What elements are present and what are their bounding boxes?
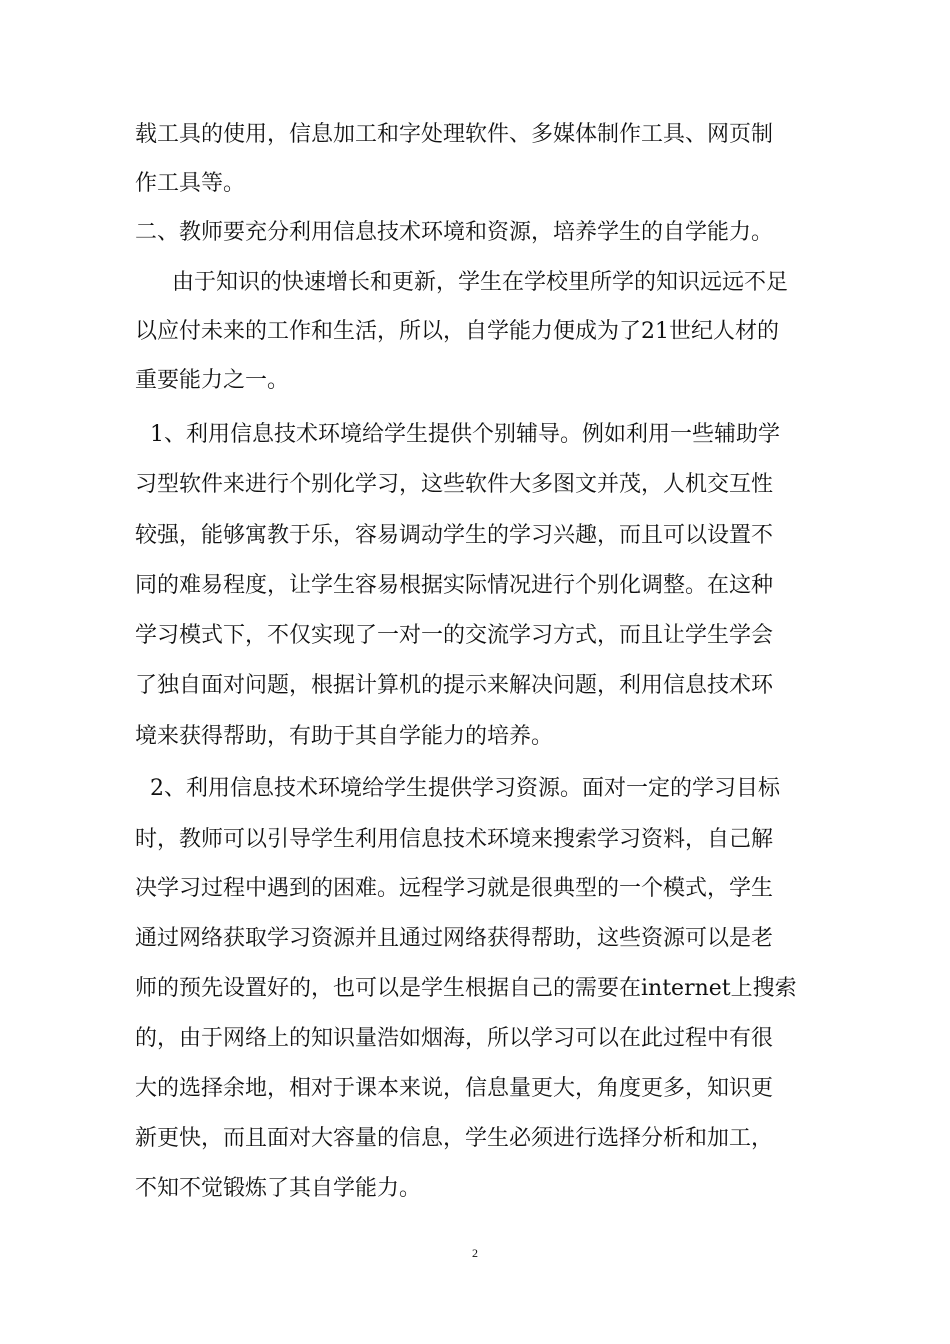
text-line: 习型软件来进行个别化学习，这些软件大多图文并茂，人机交互性: [135, 472, 774, 497]
text-line: 的，由于网络上的知识量浩如烟海，所以学习可以在此过程中有很: [135, 1026, 774, 1051]
text-line: 时，教师可以引导学生利用信息技术环境来搜索学习资料，自己解: [135, 827, 774, 852]
text-line: 较强，能够寓教于乐，容易调动学生的学习兴趣，而且可以设置不: [135, 523, 774, 548]
text-line: 大的选择余地，相对于课本来说，信息量更大，角度更多，知识更: [135, 1076, 774, 1101]
text-line: 1、利用信息技术环境给学生提供个别辅导。例如利用一些辅助学: [150, 422, 780, 447]
text-line: 作工具等。: [135, 171, 246, 196]
text-line: 通过网络获取学习资源并且通过网络获得帮助，这些资源可以是老: [135, 926, 774, 951]
text-line: 重要能力之一。: [135, 368, 290, 393]
text-line: 师的预先设置好的，也可以是学生根据自己的需要在internet上搜索: [135, 976, 797, 1001]
text-line: 载工具的使用，信息加工和字处理软件、多媒体制作工具、网页制: [135, 122, 774, 147]
text-line: 决学习过程中遇到的困难。远程学习就是很典型的一个模式，学生: [135, 876, 774, 901]
text-line: 不知不觉锻炼了其自学能力。: [135, 1176, 422, 1201]
page-number: 2: [472, 1246, 478, 1260]
text-line: 了独自面对问题，根据计算机的提示来解决问题，利用信息技术环: [135, 673, 774, 698]
section-heading: 二、教师要充分利用信息技术环境和资源，培养学生的自学能力。: [135, 220, 774, 245]
text-line: 新更快，而且面对大容量的信息，学生必须进行选择分析和加工，: [135, 1126, 774, 1151]
text-line: 由于知识的快速增长和更新，学生在学校里所学的知识远远不足: [150, 270, 789, 295]
text-line: 同的难易程度，让学生容易根据实际情况进行个别化调整。在这种: [135, 573, 774, 598]
text-line: 境来获得帮助，有助于其自学能力的培养。: [135, 724, 554, 749]
text-line: 以应付未来的工作和生活，所以，自学能力便成为了21世纪人材的: [135, 319, 779, 344]
text-line: 2、利用信息技术环境给学生提供学习资源。面对一定的学习目标: [150, 776, 780, 801]
text-line: 学习模式下，不仅实现了一对一的交流学习方式，而且让学生学会: [135, 623, 774, 648]
